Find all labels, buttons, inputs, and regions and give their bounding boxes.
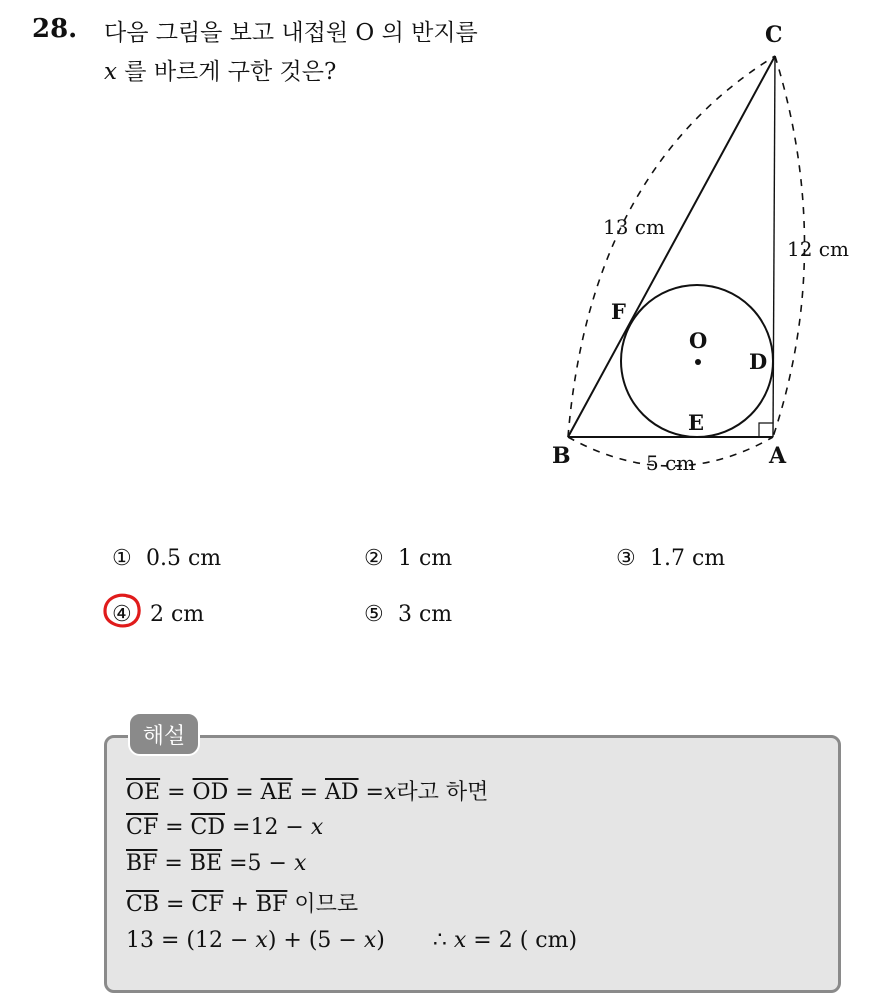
text: 13 = (12 − (126, 928, 256, 953)
text: 이므로 (287, 892, 359, 917)
eq: = (158, 815, 191, 840)
variable-x: x (453, 928, 467, 953)
label-b: B (552, 443, 571, 469)
choice-3-text: 1.7 cm (650, 546, 726, 571)
text: 라고 하면 (396, 780, 489, 805)
side-ca-line (773, 56, 775, 437)
label-side-ca: 12 cm (787, 237, 849, 261)
side-bc-line (568, 56, 775, 437)
therefore-sign: ∴ (432, 928, 454, 953)
eq: = (157, 851, 190, 876)
variable-x: x (310, 815, 324, 840)
label-f: F (611, 299, 626, 324)
eq: = (159, 892, 192, 917)
plus: + (223, 892, 256, 917)
solution-line-4 (126, 887, 358, 918)
question-line-1: 다음 그림을 보고 내접원 O 의 반지름 (104, 20, 478, 46)
seg-cf: $\overline{CF}$ (191, 892, 224, 917)
seg-od: $\overline{OD}$ (192, 780, 229, 805)
eq: = (160, 780, 193, 805)
label-side-bc: 13 cm (603, 215, 665, 239)
question-line-2-rest: 를 바르게 구한 것은? (116, 59, 337, 85)
text: =12 − (225, 815, 311, 840)
eq: = (228, 780, 261, 805)
seg-cb: $\overline{CB}$ (126, 892, 159, 917)
text: = 2 ( cm) (466, 928, 578, 953)
seg-oe: $\overline{OE}$ (126, 780, 161, 805)
choice-4-mark: ④ (112, 602, 132, 627)
choice-5[interactable] (364, 602, 452, 627)
choice-2[interactable] (364, 546, 452, 571)
solution-line-5 (126, 928, 577, 953)
choice-3-mark: ③ (616, 546, 636, 571)
label-a: A (769, 443, 787, 469)
seg-ad: $\overline{AD}$ (325, 780, 359, 805)
right-angle-mark (759, 423, 773, 437)
seg-cd: $\overline{CD}$ (190, 815, 226, 840)
center-dot (695, 359, 701, 365)
solution-tag: 해설 (128, 712, 200, 756)
variable-x: x (383, 780, 397, 805)
choice-2-mark: ② (364, 546, 384, 571)
question-number: 28. (32, 14, 78, 44)
label-side-ba: 5 cm (646, 451, 696, 475)
text: ) (376, 928, 385, 953)
variable-x: x (363, 928, 377, 953)
choice-1[interactable] (112, 546, 221, 571)
seg-bf: $\overline{BF}$ (255, 892, 288, 917)
seg-cf: $\overline{CF}$ (126, 815, 159, 840)
label-d: D (749, 349, 768, 374)
seg-bf: $\overline{BF}$ (126, 851, 158, 876)
text: ) + (5 − (267, 928, 364, 953)
variable-x: x (293, 851, 307, 876)
choice-1-text: 0.5 cm (146, 546, 222, 571)
choice-5-text: 3 cm (398, 602, 453, 627)
eq: = (292, 780, 326, 805)
label-c: C (765, 22, 783, 48)
solution-line-1 (126, 775, 488, 806)
choice-1-mark: ① (112, 546, 132, 571)
answer-ring-mark (101, 592, 143, 630)
label-o: O (689, 328, 708, 353)
choice-2-text: 1 cm (398, 546, 453, 571)
solution-line-3 (126, 851, 306, 876)
eq: = (358, 780, 384, 805)
choice-3[interactable] (616, 546, 725, 571)
label-e: E (688, 410, 705, 435)
text: =5 − (222, 851, 294, 876)
solution-line-2 (126, 815, 323, 840)
variable-x: x (255, 928, 268, 953)
choice-4-text: 2 cm (150, 602, 205, 627)
choice-5-mark: ⑤ (364, 602, 384, 627)
variable-x: x (104, 59, 117, 85)
seg-ae: $\overline{AE}$ (260, 780, 293, 805)
seg-be: $\overline{BE}$ (189, 851, 223, 876)
